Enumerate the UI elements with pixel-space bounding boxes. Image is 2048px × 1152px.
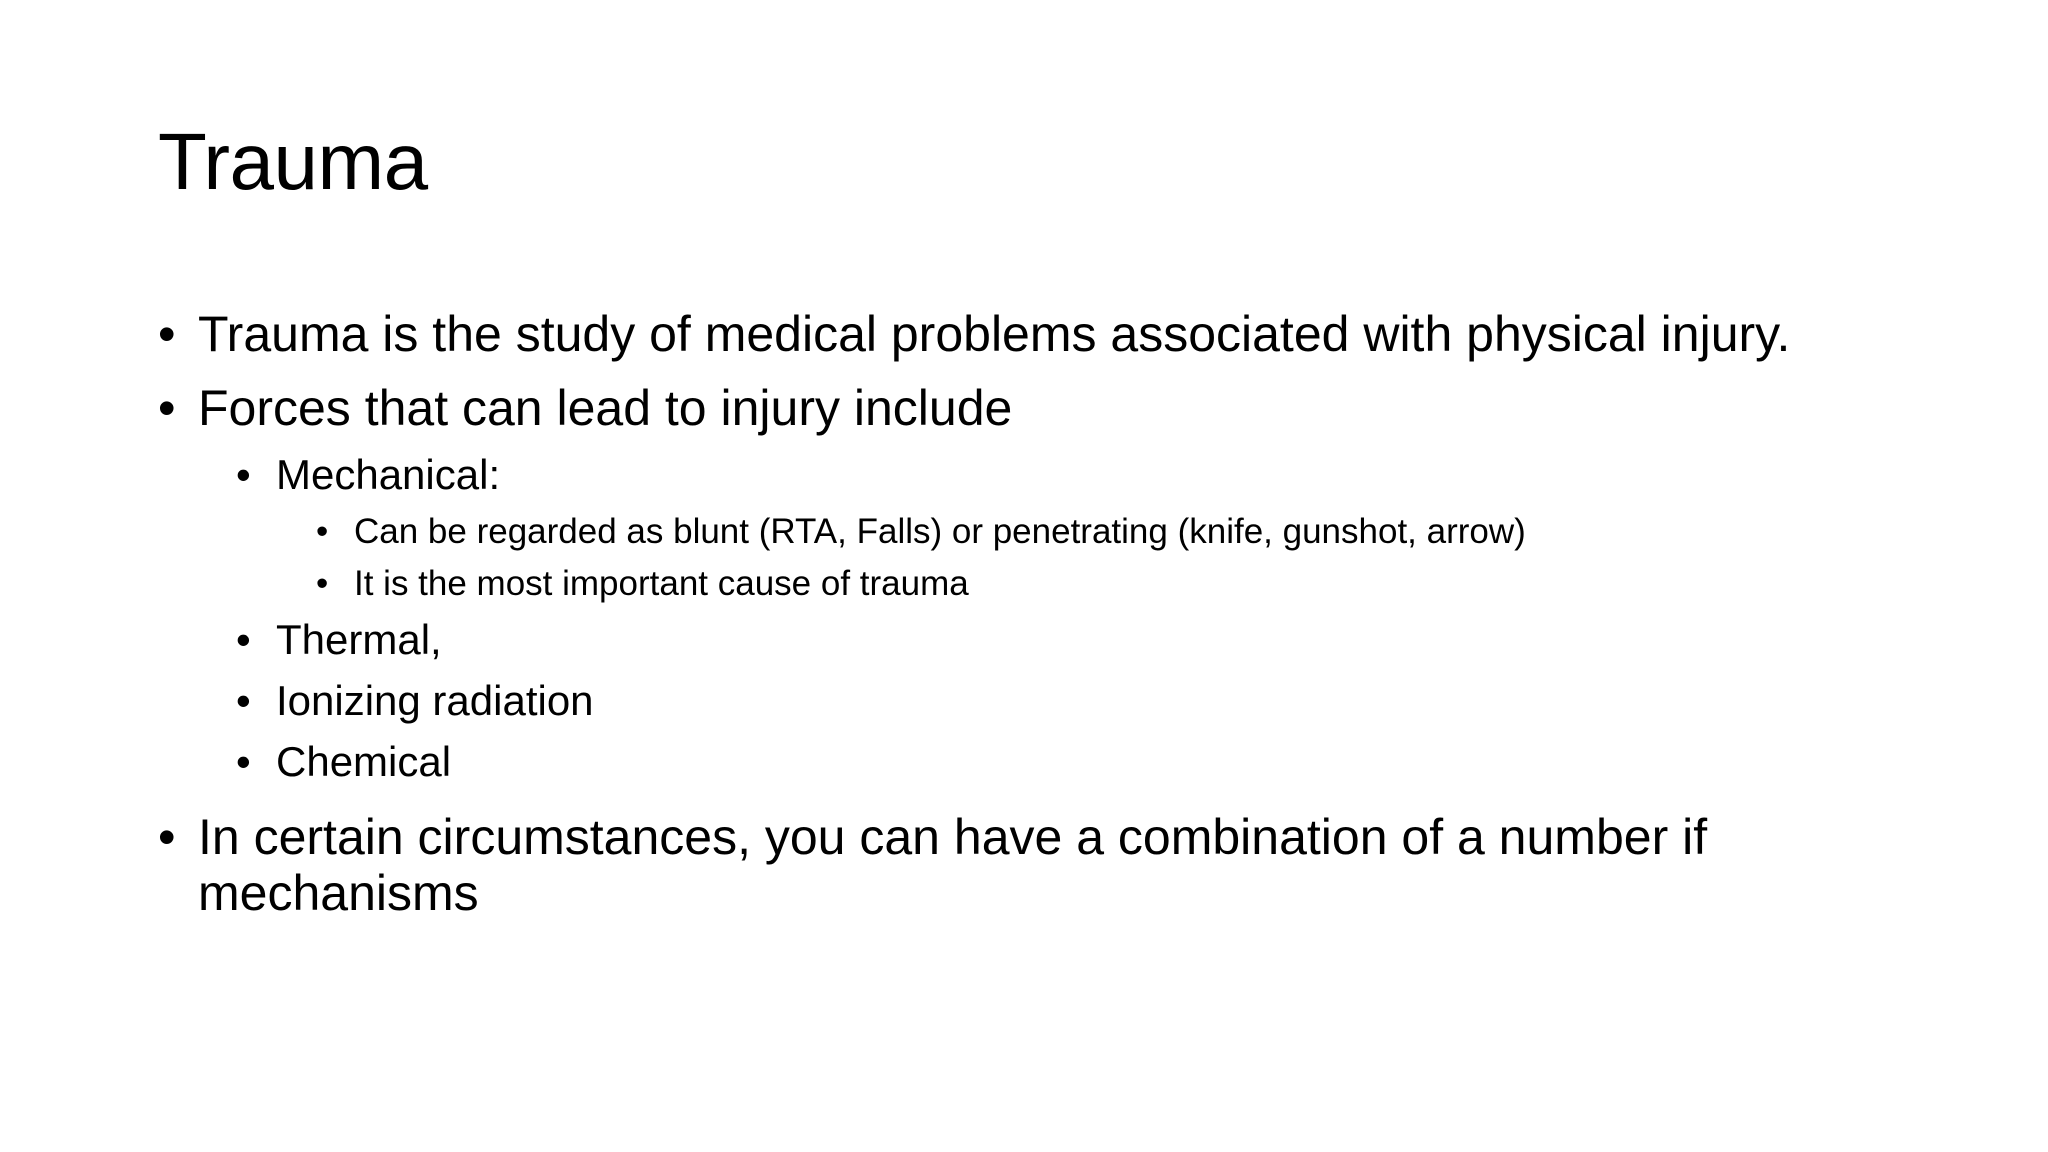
sub-bullet-item: [158, 737, 1918, 787]
bullet-icon: •: [158, 380, 176, 436]
bullet-item: [158, 380, 1918, 436]
bullet-icon: •: [236, 738, 251, 785]
sub-bullet-item: [158, 450, 1918, 500]
bullet-icon: •: [158, 809, 176, 865]
bullet-text: Chemical: [276, 738, 452, 785]
bullet-icon: •: [316, 512, 329, 551]
bullet-text: In certain circumstances, you can have a combination of a number if mechanisms: [198, 809, 1708, 921]
bullet-icon: •: [236, 451, 251, 498]
sub-sub-bullet-item: [158, 511, 1918, 553]
bullet-icon: •: [316, 564, 329, 603]
bullet-icon: •: [236, 677, 251, 724]
bullet-text: Forces that can lead to injury include: [198, 380, 1013, 436]
sub-bullet-item: [158, 676, 1918, 726]
bullet-icon: •: [236, 616, 251, 663]
bullet-text: Thermal,: [276, 616, 442, 663]
sub-sub-bullet-item: [158, 563, 1918, 605]
bullet-text: Ionizing radiation: [276, 677, 594, 724]
bullet-text: Trauma is the study of medical problems associated with physical injury.: [198, 306, 1791, 362]
slide-title: Trauma: [158, 117, 428, 206]
bullet-item: [158, 306, 1918, 362]
bullet-text: Can be regarded as blunt (RTA, Falls) or penetrating (knife, gunshot, arrow): [354, 512, 1526, 551]
slide-body: [158, 306, 1918, 939]
bullet-icon: •: [158, 306, 176, 362]
bullet-text: Mechanical:: [276, 451, 501, 498]
bullet-item: [158, 809, 1918, 921]
sub-bullet-item: [158, 615, 1918, 665]
bullet-text: It is the most important cause of trauma: [354, 564, 969, 603]
